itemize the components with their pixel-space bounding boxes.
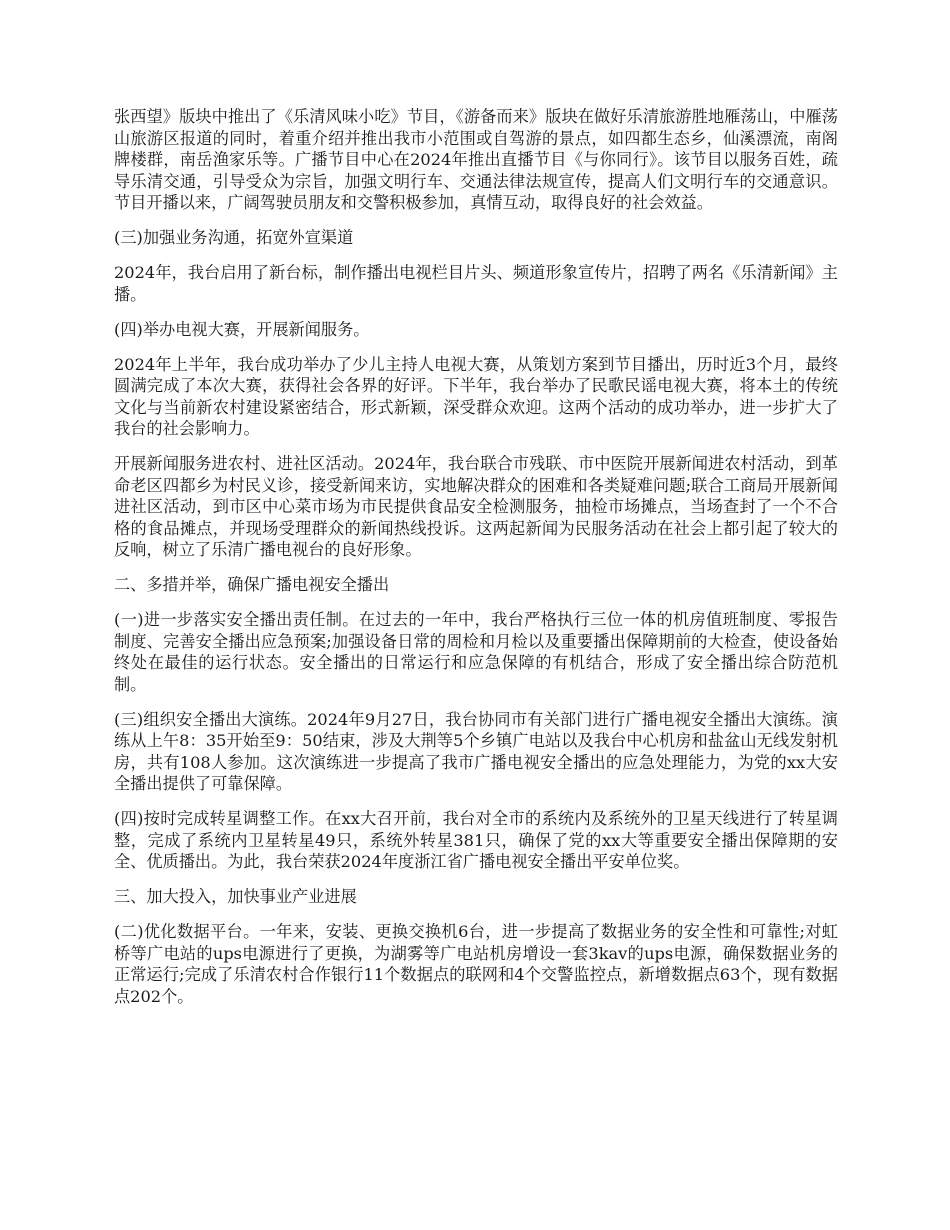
paragraph-intro-programs: 张西望》版块中推出了《乐清风味小吃》节目，《游备而来》版块在做好乐清旅游胜地雁荡山，中雁荡山旅游区报道的同时，着重介绍并推出我市小范围或自驾游的景点，如四都生态乡，仙溪漂流，南阁牌楼群，南岳渔家乐等。广播节目中心在2024年推出直播节目《与你同行》。该节目以服务百姓，疏导乐清交通，引导受众为宗旨，加强文明行车、交通法律法规宣传，提高人们文明行车的交通意识。节目开播以来，广阔驾驶员朋友和交警积极参加，真情互动，取得良好的社会效益。 <box>114 107 838 212</box>
paragraph-new-logo: 2024年，我台启用了新台标，制作播出电视栏目片头、频道形象宣传片，招聘了两名《乐清新闻》主播。 <box>114 263 838 304</box>
heading-tv-contest: (四)举办电视大赛，开展新闻服务。 <box>114 319 370 339</box>
paragraph-data-platform: (二)优化数据平台。一年来，安装、更换交换机6台，进一步提高了数据业务的安全性和可靠性;对虹桥等广电站的ups电源进行了更换，为湖雾等广电站机房增设一套3kav的ups电源，确保数据业务的正常运行;完成了乐清农村合作银行11个数据点的联网和4个交警监控点，新增数据点63个，现有数据点202个。 <box>114 922 838 1006</box>
paragraph-drill: (三)组织安全播出大演练。2024年9月27日，我台协同市有关部门进行广播电视安全播出大演练。演练从上午8：35开始至9：50结束，涉及大荆等5个乡镇广电站以及我台中心机房和盐盆山无线发射机房，共有108人参加。这次演练进一步提高了我市广播电视安全播出的应急处理能力，为党的xx大安全播出提供了可靠保障。 <box>114 709 838 793</box>
heading-business-communication: (三)加强业务沟通，拓宽外宣渠道 <box>114 228 354 247</box>
heading-safe-broadcast: 二、多措并举，确保广播电视安全播出 <box>114 575 390 594</box>
heading-investment: 三、加大投入，加快事业产业进展 <box>114 887 357 906</box>
document-body <box>114 106 838 1021</box>
paragraph-tv-contest: 2024年上半年，我台成功举办了少儿主持人电视大赛，从策划方案到节目播出，历时近3个月，最终圆满完成了本次大赛，获得社会各界的好评。下半年，我台举办了民歌民谣电视大赛，将本土的传统文化与当前新农村建设紧密结合，形式新颖，深受群众欢迎。这两个活动的成功举办，进一步扩大了我台的社会影响力。 <box>114 354 838 438</box>
paragraph-news-service: 开展新闻服务进农村、进社区活动。2024年，我台联合市残联、市中医院开展新闻进农村活动，到革命老区四都乡为村民义诊，接受新闻来访，实地解决群众的困难和各类疑难问题;联合工商局开展新闻进社区活动，到市区中心菜市场为市民提供食品安全检测服务，抽检市场摊点，当场查封了一个不合格的食品摊点，并现场受理群众的新闻热线投诉。这两起新闻为民服务活动在社会上都引起了较大的反响，树立了乐清广播电视台的良好形象。 <box>114 454 838 559</box>
paragraph-satellite: (四)按时完成转星调整工作。在xx大召开前，我台对全市的系统内及系统外的卫星天线进行了转星调整，完成了系统内卫星转星49只，系统外转星381只，确保了党的xx大等重要安全播出保障期的安全、优质播出。为此，我台荣获2024年度浙江省广播电视安全播出平安单位奖。 <box>114 809 838 871</box>
paragraph-responsibility: (一)进一步落实安全播出责任制。在过去的一年中，我台严格执行三位一体的机房值班制度、零报告制度、完善安全播出应急预案;加强设备日常的周检和月检以及重要播出保障期前的大检查，使设备始终处在最佳的运行状态。安全播出的日常运行和应急保障的有机结合，形成了安全播出综合防范机制。 <box>114 610 838 694</box>
